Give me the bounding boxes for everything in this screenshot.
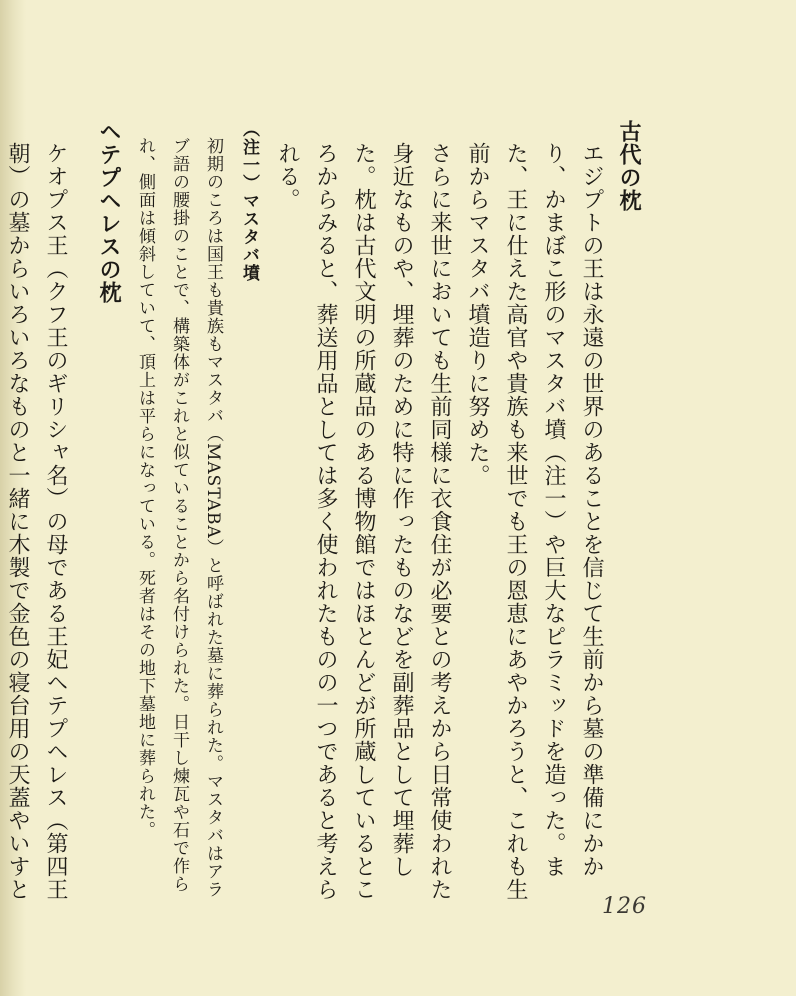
page-body-text <box>0 120 648 910</box>
paragraph-burial-goods: さらに来世においても生前同様に衣食住が必要との考えから日常使われた身近なものや、埋葬のために特に作ったものなどを副葬品として埋葬した。枕は古代文明の所蔵品のある博物館ではほとんどが所蔵しているところからみると、葬送用品としては多く使われたものの一つであると考えられる。 <box>275 142 452 901</box>
paragraph-egypt-tombs: エジプトの王は永遠の世界のあることを信じて生前から墓の準備にかかり、かまぼこ形のマスタバ墳（注一）や巨大なピラミッドを造った。また、王に仕えた高官や貴族も来世でも王の恩恵にあやかろうと、これも生前からマスタバ墳造りに努めた。 <box>465 142 604 901</box>
page-number: 126 <box>602 894 647 919</box>
section-heading-hetepheres-pillow: ヘテプヘレスの枕 <box>96 120 122 304</box>
note-title-mastaba: （注一）マスタバ墳 <box>239 120 259 282</box>
section-heading-ancient-pillow: 古代の枕 <box>616 120 642 212</box>
paragraph-hetepheres-tomb: ケオプス王（クフ王のギリシャ名）の母である王妃ヘテプヘレス（第四王朝）の墓からいろいろなものと一緒に木製で金色の寝台用の天蓋やいすと <box>5 142 68 901</box>
note-text-mastaba: 初期のころは国王も貴族もマスタバ（MASTABA）と呼ばれた墓に葬られた。マスタバはアラブ語の腰掛のことで、構築体がこれと似ていることから名付けられた。日干し煉瓦や石で作られ、側面は傾斜していて、頂上は平らになっている。死者はその地下墓地に葬られた。 <box>135 137 223 899</box>
